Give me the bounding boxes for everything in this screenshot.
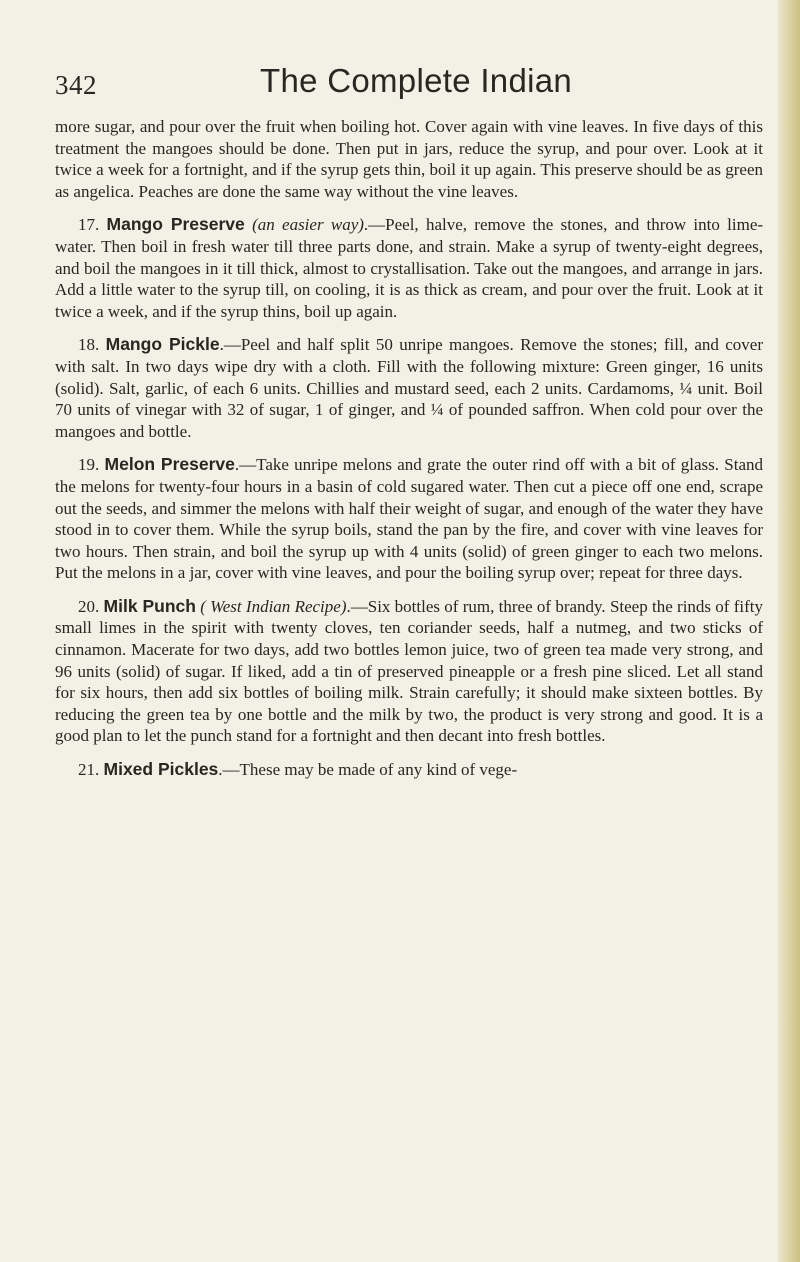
recipe-20: [55, 596, 763, 747]
recipe-text: .—Peel and half split 50 unripe mangoes. Remove the stones; fill, and cover with salt. In two days wipe dry with a cloth. Fill with the following mixture: Green ginger, 16 units (solid). Salt, garlic, of each 6 units. Chillies and mustard seed, each 2 units. Cardamoms, ¼ unit. Boil 70 units of vinegar with 32 of sugar, 1 of ginger, and ¼ of pounded saffron. When cold pour over the mangoes and bottle.: [55, 335, 763, 441]
recipe-title: Milk Punch: [103, 595, 196, 616]
recipe-number: 17.: [78, 215, 100, 235]
recipe-note: (an easier way): [252, 215, 364, 235]
recipe-title: Mango Preserve: [106, 214, 245, 235]
page-number: 342: [55, 70, 97, 100]
recipe-19: [55, 454, 763, 584]
recipe-text: .—Peel, halve, remove the stones, and throw into lime-water. Then boil in fresh water till three parts done, and strain. Make a syrup of twenty-eight degrees, and boil the mangoes in it till thick, almost to crystallisation. Take out the mangoes, and arrange in jars. Add a little water to the syrup till, on cooling, it is as thick as cream, and pour over the fruit. Look at it twice a week, and if the syrup thins, boil up again.: [55, 215, 764, 321]
continuation-paragraph: more sugar, and pour over the fruit when boiling hot. Cover again with vine leaves. In five days of this treatment the mangoes should be done. Then put in jars, reduce the syrup, and pour over. Look at it twice a week for a fortnight, and if the syrup gets thin, boil it up again. This preserve should be as green as angelica. Peaches are done the same way without the vine leaves.: [55, 117, 763, 201]
recipe-number: 18.: [78, 335, 100, 355]
recipe-number: 19.: [78, 455, 100, 475]
recipe-note: ( West Indian Recipe): [200, 596, 347, 616]
running-title: The Complete Indian: [260, 62, 573, 99]
recipe-number: 21.: [78, 760, 100, 780]
recipe-21: [55, 759, 763, 781]
recipe-title: Mixed Pickles: [103, 759, 219, 780]
recipe-text: .—These may be made of any kind of vege-: [218, 760, 518, 780]
book-page: [55, 62, 790, 793]
body-text: [55, 116, 763, 781]
recipe-text: .—Take unripe melons and grate the outer rind off with a bit of glass. Stand the melons for twenty-four hours in a basin of cold sugared water. Then cut a piece off one end, scrape out the seeds, and simmer the melons with half their weight of sugar, and enough of the water they have stood in to cover them. While the syrup boils, stand the pan by the fire, and cover with vine leaves for two hours. Then strain, and boil the syrup up with 4 units (solid) of green ginger to each two melons. Put the melons in a jar, cover with vine leaves, and pour the boiling syrup over; repeat for three days.: [55, 455, 764, 583]
recipe-title: Mango Pickle: [105, 334, 220, 355]
recipe-17: [55, 214, 763, 322]
recipe-18: [55, 334, 763, 442]
page-header: [55, 62, 790, 116]
recipe-title: Melon Preserve: [104, 454, 235, 475]
recipe-number: 20.: [78, 596, 100, 616]
recipe-text: .—Six bottles of rum, three of brandy. Steep the rinds of fifty small limes in the spirit with twenty cloves, ten coriander seeds, half a nutmeg, and two sticks of cinnamon. Macerate for two days, add two bottles lemon juice, two of green tea made very strong, and 96 units (solid) of sugar. If liked, add a tin of preserved pineapple or a fresh pine sliced. Let all stand for six hours, then add six bottles of boiling milk. Strain carefully; it should make sixteen bottles. By reducing the green tea by one bottle and the milk by two, the product is very strong and good. It is a good plan to let the punch stand for a fortnight and then decant into fresh bottles.: [55, 596, 764, 746]
